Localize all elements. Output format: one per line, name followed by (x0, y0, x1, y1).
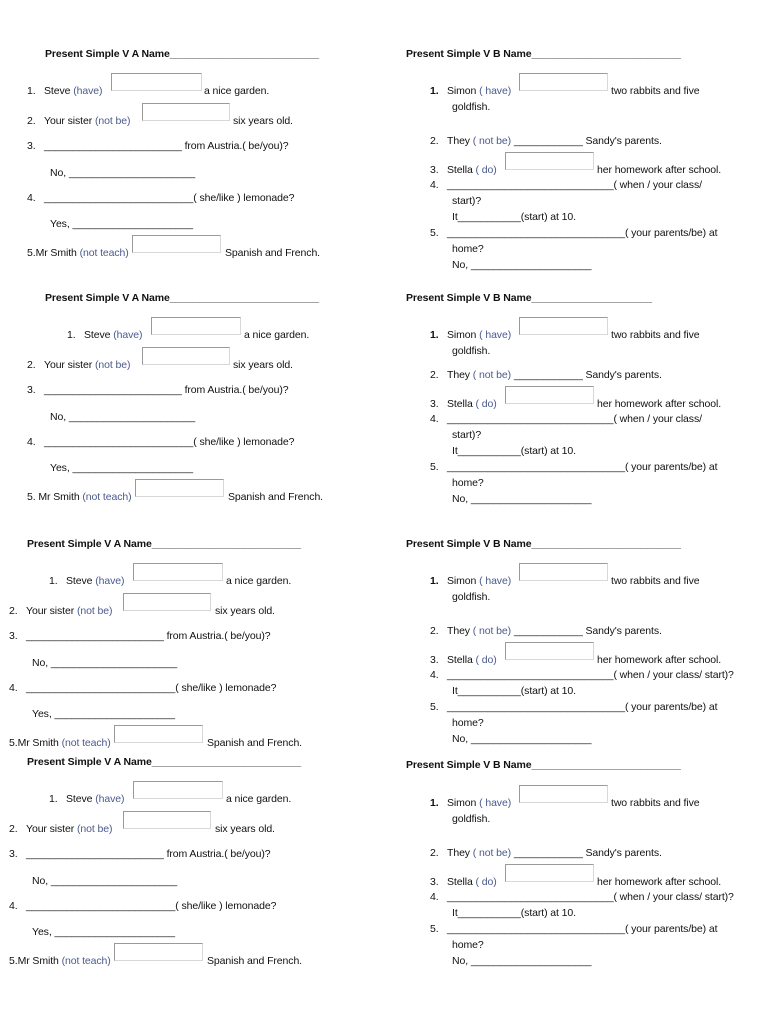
question-1-cont: goldfish. (452, 591, 491, 603)
answer-box-3[interactable] (505, 386, 594, 404)
question-5: 5. _______________________________( your parents/be) at (430, 923, 718, 935)
answer-3: No, ______________________ (50, 167, 196, 179)
answer-box-1[interactable] (151, 317, 241, 335)
question-4-cont: start)? (452, 429, 482, 441)
question-5: 5. _______________________________( your parents/be) at (430, 701, 718, 713)
question-4: 4. _____________________________( when / your class/ start)? (430, 891, 734, 903)
question-3-rest: her homework after school. (597, 654, 722, 666)
answer-box-1[interactable] (519, 317, 608, 335)
question-3-rest: her homework after school. (597, 398, 722, 410)
answer-4: It___________(start) at 10. (452, 445, 576, 457)
question-5-cont: home? (452, 939, 484, 951)
question-5: 5. _______________________________( your parents/be) at (430, 461, 718, 473)
answer-box-1[interactable] (133, 781, 223, 799)
question-3: 3. Stella ( do) (430, 164, 497, 176)
question-2: 2. They ( not be) ____________ Sandy's parents. (430, 847, 662, 859)
answer-5: No, _____________________ (452, 733, 592, 745)
answer-5: No, _____________________ (452, 259, 592, 271)
answer-box-1[interactable] (519, 73, 608, 91)
question-4: 4. _____________________________( when / your class/ (430, 413, 702, 425)
question-1: 1. Simon ( have) (430, 575, 512, 587)
question-2: 2. They ( not be) ____________ Sandy's parents. (430, 369, 662, 381)
question-4: 4. _____________________________( when / your class/ (430, 179, 702, 191)
answer-box-5[interactable] (114, 943, 203, 961)
question-2-rest: six years old. (215, 605, 275, 617)
answer-box-5[interactable] (132, 235, 221, 253)
question-1-cont: goldfish. (452, 345, 491, 357)
answer-box-1[interactable] (519, 785, 608, 803)
question-2: 2. They ( not be) ____________ Sandy's parents. (430, 625, 662, 637)
answer-box-3[interactable] (505, 642, 594, 660)
question-5: 5.Mr Smith (not teach) (9, 955, 111, 967)
question-4: 4. __________________________( she/like ) lemonade? (27, 192, 295, 204)
worksheet-title: Present Simple V A Name__________________________ (27, 756, 301, 768)
question-5-cont: home? (452, 477, 484, 489)
answer-4: Yes, _____________________ (32, 926, 175, 938)
question-5-cont: home? (452, 717, 484, 729)
question-5-cont: home? (452, 243, 484, 255)
worksheet-title: Present Simple V A Name__________________________ (27, 538, 301, 550)
question-4: 4. _____________________________( when / your class/ start)? (430, 669, 734, 681)
question-2-rest: six years old. (233, 359, 293, 371)
question-1-rest: two rabbits and five (611, 797, 700, 809)
worksheet-title: Present Simple V B Name__________________________ (406, 48, 681, 60)
answer-3: No, ______________________ (32, 657, 178, 669)
question-2: 2. Your sister (not be) (27, 359, 131, 371)
answer-box-1[interactable] (519, 563, 608, 581)
answer-5: No, _____________________ (452, 493, 592, 505)
answer-box-2[interactable] (142, 103, 230, 121)
answer-box-1[interactable] (111, 73, 202, 91)
question-3-rest: her homework after school. (597, 164, 722, 176)
worksheet-title: Present Simple V B Name_____________________ (406, 292, 653, 304)
question-2: 2. They ( not be) ____________ Sandy's parents. (430, 135, 662, 147)
worksheet-title: Present Simple V A Name__________________________ (45, 292, 319, 304)
answer-4: Yes, _____________________ (32, 708, 175, 720)
question-1-rest: a nice garden. (226, 575, 292, 587)
question-3: 3. ________________________ from Austria.( be/you)? (27, 140, 289, 152)
answer-box-5[interactable] (135, 479, 224, 497)
question-2: 2. Your sister (not be) (9, 605, 113, 617)
answer-box-1[interactable] (133, 563, 223, 581)
question-2-rest: six years old. (233, 115, 293, 127)
question-2: 2. Your sister (not be) (9, 823, 113, 835)
question-3: 3. Stella ( do) (430, 876, 497, 888)
question-4: 4. __________________________( she/like ) lemonade? (9, 682, 277, 694)
worksheet-title: Present Simple V B Name__________________________ (406, 759, 681, 771)
question-1: 1. Steve (have) (49, 575, 125, 587)
question-3: 3. ________________________ from Austria.( be/you)? (9, 630, 271, 642)
question-5-rest: Spanish and French. (228, 491, 323, 503)
question-3-rest: her homework after school. (597, 876, 722, 888)
question-1-rest: a nice garden. (204, 85, 270, 97)
question-4: 4. __________________________( she/like ) lemonade? (27, 436, 295, 448)
answer-box-2[interactable] (123, 593, 211, 611)
worksheet-title: Present Simple V B Name__________________________ (406, 538, 681, 550)
answer-box-5[interactable] (114, 725, 203, 743)
question-1-cont: goldfish. (452, 813, 491, 825)
question-1-rest: two rabbits and five (611, 575, 700, 587)
question-1-cont: goldfish. (452, 101, 491, 113)
question-5-rest: Spanish and French. (225, 247, 320, 259)
question-4-cont: start)? (452, 195, 482, 207)
answer-3: No, ______________________ (50, 411, 196, 423)
question-1-rest: a nice garden. (226, 793, 292, 805)
answer-box-2[interactable] (142, 347, 230, 365)
answer-box-2[interactable] (123, 811, 211, 829)
question-2: 2. Your sister (not be) (27, 115, 131, 127)
question-1: 1. Steve (have) (67, 329, 143, 341)
question-3: 3. ________________________ from Austria.( be/you)? (27, 384, 289, 396)
question-2-rest: six years old. (215, 823, 275, 835)
question-1: 1. Simon ( have) (430, 85, 512, 97)
question-1-rest: a nice garden. (244, 329, 310, 341)
worksheet-title: Present Simple V A Name__________________________ (45, 48, 319, 60)
question-1-rest: two rabbits and five (611, 85, 700, 97)
question-3: 3. Stella ( do) (430, 654, 497, 666)
question-5: 5. Mr Smith (not teach) (27, 491, 132, 503)
answer-box-3[interactable] (505, 152, 594, 170)
answer-3: No, ______________________ (32, 875, 178, 887)
answer-4: It___________(start) at 10. (452, 685, 576, 697)
answer-4: Yes, _____________________ (50, 462, 193, 474)
answer-5: No, _____________________ (452, 955, 592, 967)
question-3: 3. ________________________ from Austria.( be/you)? (9, 848, 271, 860)
answer-4: Yes, _____________________ (50, 218, 193, 230)
question-5-rest: Spanish and French. (207, 737, 302, 749)
question-1: 1. Steve (have) (49, 793, 125, 805)
question-1: 1. Simon ( have) (430, 797, 512, 809)
question-5: 5.Mr Smith (not teach) (27, 247, 129, 259)
question-3: 3. Stella ( do) (430, 398, 497, 410)
answer-box-3[interactable] (505, 864, 594, 882)
question-1: 1. Simon ( have) (430, 329, 512, 341)
answer-4: It___________(start) at 10. (452, 907, 576, 919)
question-1-rest: two rabbits and five (611, 329, 700, 341)
question-1: 1. Steve (have) (27, 85, 103, 97)
question-5: 5.Mr Smith (not teach) (9, 737, 111, 749)
question-5-rest: Spanish and French. (207, 955, 302, 967)
question-4: 4. __________________________( she/like ) lemonade? (9, 900, 277, 912)
answer-4: It___________(start) at 10. (452, 211, 576, 223)
question-5: 5. _______________________________( your parents/be) at (430, 227, 718, 239)
